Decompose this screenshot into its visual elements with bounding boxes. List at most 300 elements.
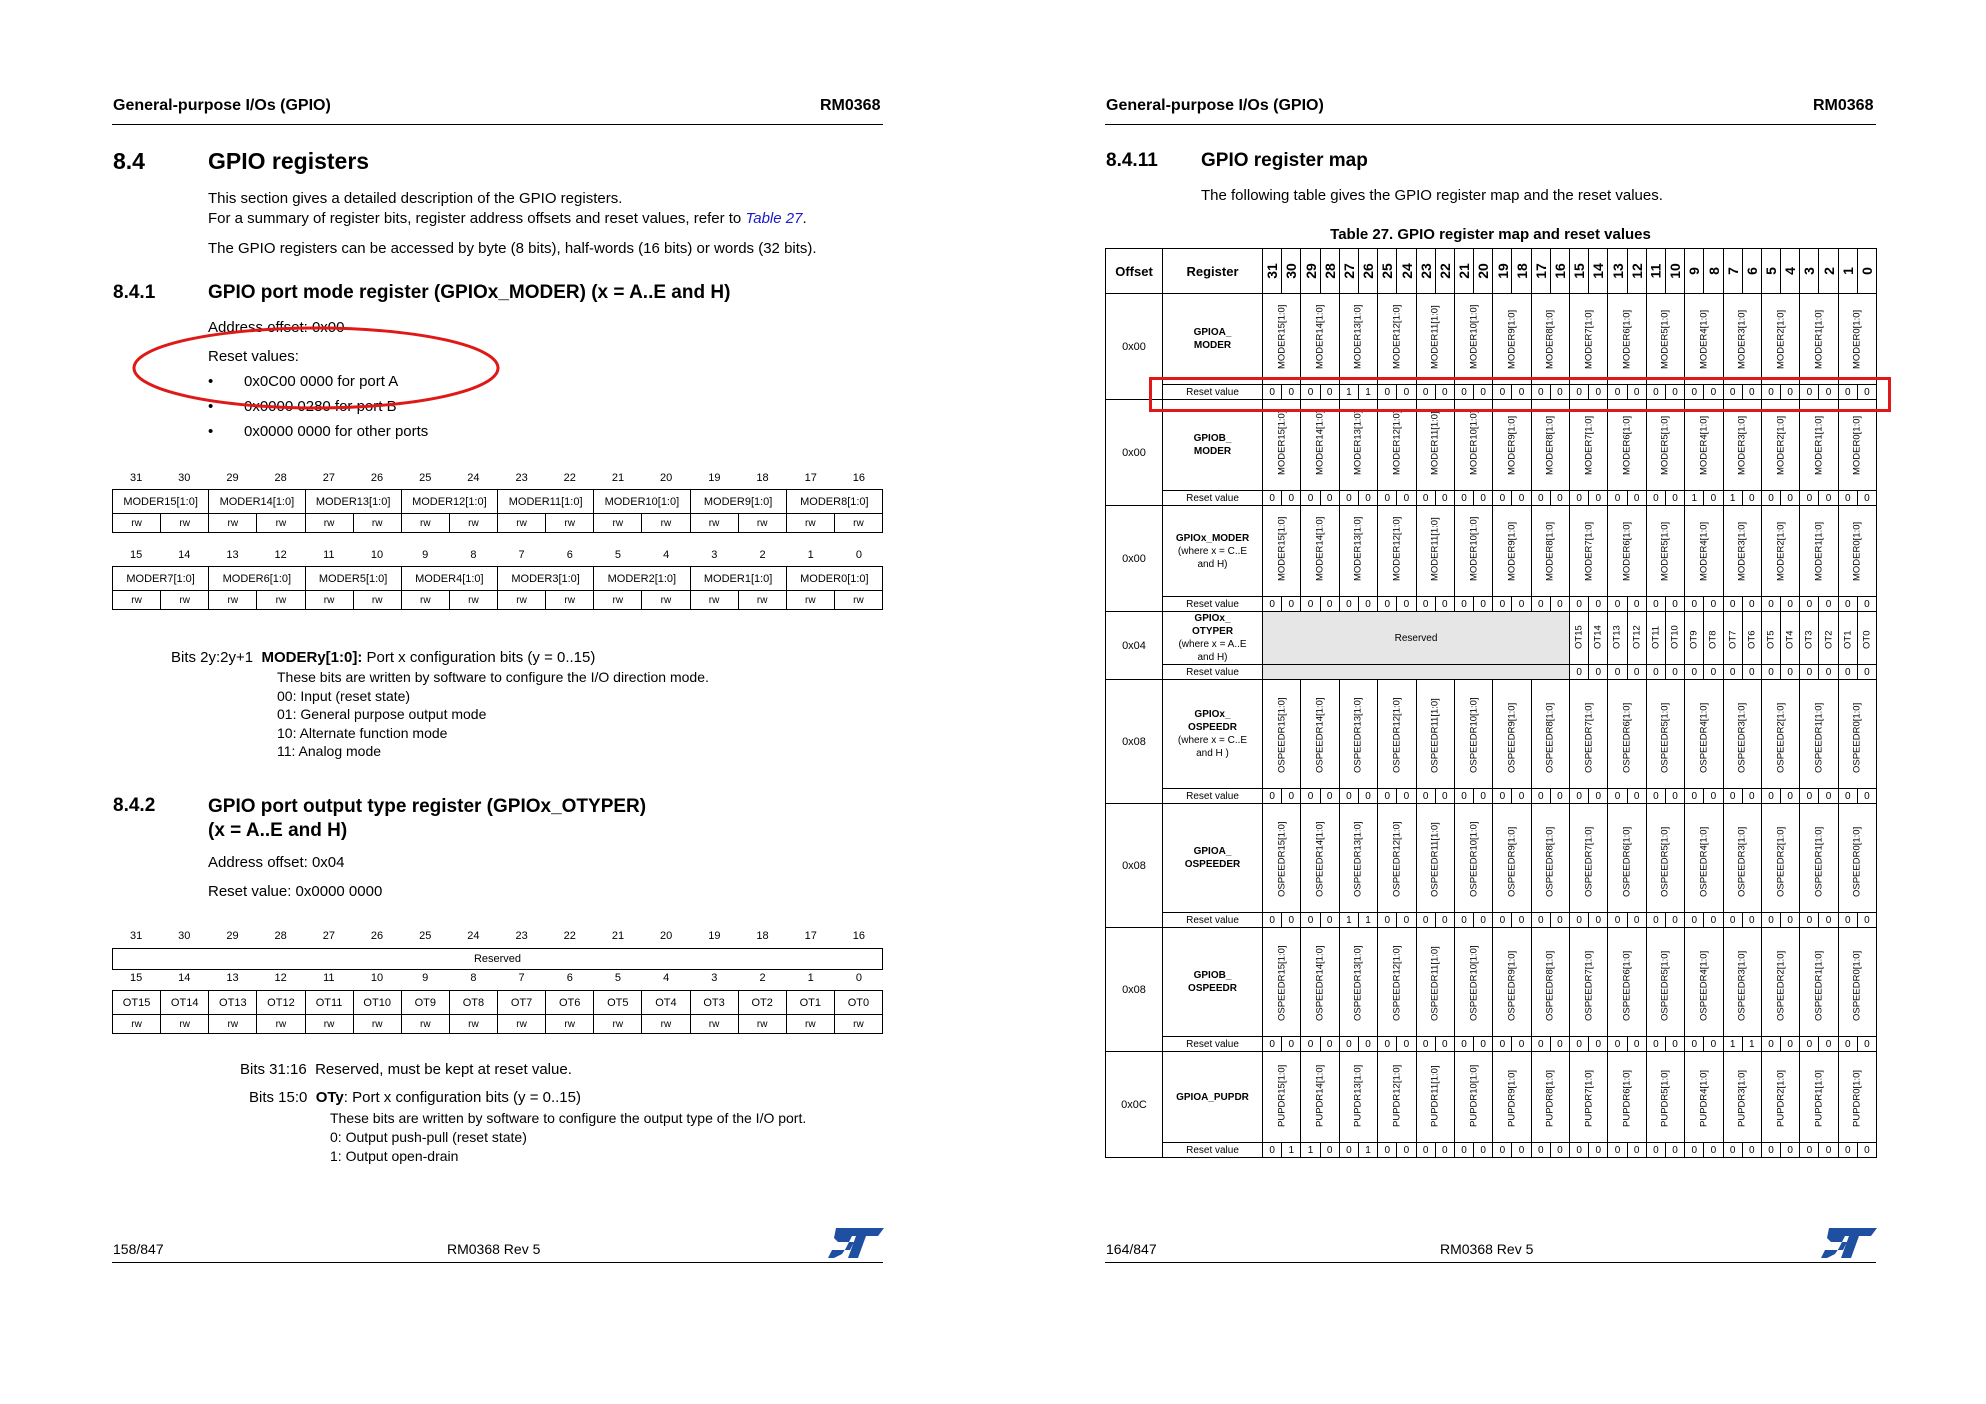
reset-bit: 0 (1646, 1037, 1665, 1052)
reset-bit: 0 (1474, 789, 1493, 804)
reset-bit: 0 (1685, 1037, 1704, 1052)
bit-number: 17 (804, 472, 817, 484)
reset-bit: 0 (1627, 913, 1646, 928)
register-name (1163, 400, 1263, 491)
register-field (1339, 804, 1377, 913)
reset-bit: 0 (1589, 1037, 1608, 1052)
otyper-bits2-description (249, 1088, 581, 1108)
reset-bit: 0 (1378, 789, 1397, 804)
bit-column-label: 8 (1705, 267, 1722, 275)
reset-bit: 1 (1301, 1143, 1320, 1158)
register-field-label: OT0 (1861, 630, 1873, 649)
register-field (1570, 804, 1608, 913)
register-field (1531, 294, 1569, 385)
register-field (1608, 294, 1646, 385)
otyper-desc-line: These bits are written by software to configure the output type of the I/O port. (330, 1110, 807, 1126)
register-field (1339, 506, 1377, 597)
register-field (1531, 506, 1569, 597)
moder-bits-desc: Port x configuration bits (y = 0..15) (362, 649, 596, 666)
register-field-label: OSPEEDR15[1:0] (1276, 697, 1288, 773)
register-field-label: MODER15[1:0] (1276, 516, 1288, 581)
register-field-label: MODER3[1:0] (1736, 415, 1748, 475)
bit-number: 10 (370, 549, 384, 561)
register-field-label: OSPEEDR10[1:0] (1468, 945, 1480, 1021)
bit-column-label: 2 (1820, 267, 1837, 275)
bit-column-header (1646, 249, 1665, 294)
intro-line-3: The GPIO registers can be accessed by byte (8 bits), half-words (16 bits) or words (32 bits). (208, 240, 817, 257)
reset-value-row (1106, 665, 1877, 680)
register-field (1454, 680, 1492, 789)
reset-bit: 0 (1550, 385, 1569, 400)
register-field (1685, 506, 1723, 597)
reset-bit: 0 (1301, 1037, 1320, 1052)
register-field: OT7 (498, 991, 546, 1015)
bit-number: 6 (566, 549, 573, 561)
reset-bit: 0 (1301, 491, 1320, 506)
register-name-text: GPIOA_ OSPEEDER (1184, 846, 1241, 870)
access-type: rw (113, 514, 161, 533)
register-field-label: MODER15[1:0] (1276, 410, 1288, 475)
reset-bit: 0 (1320, 789, 1339, 804)
reset-bit: 0 (1493, 1037, 1512, 1052)
bullet: • (208, 373, 214, 390)
access-type: rw (305, 514, 353, 533)
register-field (1608, 506, 1646, 597)
register-field (1723, 804, 1761, 913)
reset-bit: 0 (1742, 1143, 1761, 1158)
reset-bit: 0 (1550, 913, 1569, 928)
register-field-label: OSPEEDR10[1:0] (1468, 821, 1480, 897)
register-field-label: PUPDR0[1:0] (1851, 1069, 1863, 1127)
bullet: • (208, 423, 214, 440)
register-field: OT4 (642, 991, 690, 1015)
reset-bit: 0 (1454, 789, 1473, 804)
reset-bit: 0 (1263, 1037, 1282, 1052)
access-type: rw (786, 1015, 834, 1034)
register-field (1646, 1052, 1684, 1143)
register-field-label: PUPDR12[1:0] (1391, 1064, 1403, 1127)
bit-column-header (1512, 249, 1531, 294)
register-field (1608, 928, 1646, 1037)
register-field (1800, 1052, 1838, 1143)
reset-bit: 0 (1665, 1143, 1684, 1158)
register-field-label: MODER13[1:0] (1352, 516, 1364, 581)
reset-bit: 0 (1378, 1143, 1397, 1158)
reset-bit: 0 (1704, 1143, 1723, 1158)
bit-number: 2 (759, 549, 766, 561)
reset-bit: 0 (1781, 789, 1800, 804)
reset-bit: 0 (1435, 1143, 1454, 1158)
register-field: OT8 (449, 991, 497, 1015)
register-field-label: MODER5[1:0] (1659, 415, 1671, 475)
bit-column-label: 4 (1782, 267, 1799, 275)
register-field-label: PUPDR13[1:0] (1352, 1064, 1364, 1127)
reset-bit: 0 (1358, 597, 1377, 612)
bit-column-label: 9 (1686, 267, 1703, 275)
st-logo-icon (1821, 1228, 1877, 1258)
access-type: rw (642, 591, 690, 610)
register-row (1106, 928, 1877, 1037)
register-field-label: MODER10[1:0] (1468, 516, 1480, 581)
register-field-label: OSPEEDR3[1:0] (1736, 826, 1748, 897)
register-name-text: GPIOB_ OSPEEDR (1188, 970, 1237, 994)
reset-bit: 0 (1704, 597, 1723, 612)
register-field-label: PUPDR4[1:0] (1698, 1069, 1710, 1127)
register-field: MODER11[1:0] (498, 490, 594, 514)
register-field (1646, 294, 1684, 385)
register-field-label: PUPDR1[1:0] (1813, 1069, 1825, 1127)
access-type: rw (449, 591, 497, 610)
register-field (1646, 400, 1684, 491)
reset-bit: 0 (1781, 1037, 1800, 1052)
access-type: rw (594, 1015, 642, 1034)
otyper-address-offset: Address offset: 0x04 (208, 854, 345, 871)
register-field (1531, 400, 1569, 491)
register-field (1608, 1052, 1646, 1143)
register-field (1454, 400, 1492, 491)
reset-bit: 0 (1857, 385, 1876, 400)
register-field-label: OSPEEDR0[1:0] (1851, 950, 1863, 1021)
bit-number: 25 (419, 930, 432, 942)
reset-bit: 0 (1608, 1037, 1627, 1052)
bit-number: 15 (129, 972, 143, 984)
reset-bit: 0 (1397, 385, 1416, 400)
bit-number: 3 (711, 549, 718, 561)
bit-column-header (1685, 249, 1704, 294)
bit-number: 28 (274, 930, 287, 942)
reset-bit: 0 (1474, 913, 1493, 928)
bit-column-label: 24 (1398, 263, 1415, 279)
bit-column-label: 1 (1839, 267, 1856, 275)
bit-number: 18 (756, 472, 769, 484)
reset-bit: 0 (1339, 491, 1358, 506)
access-row (113, 1015, 883, 1034)
moder-reset-item-text: 0x0C00 0000 for port A (244, 373, 399, 390)
register-offset: 0x00 (1106, 294, 1163, 400)
reset-bit: 0 (1416, 1037, 1435, 1052)
register-field-label: OSPEEDR7[1:0] (1583, 950, 1595, 1021)
reset-bit: 0 (1550, 1037, 1569, 1052)
register-offset: 0x08 (1106, 680, 1163, 804)
reset-bit: 0 (1416, 597, 1435, 612)
register-name (1163, 294, 1263, 385)
reset-bit: 0 (1454, 597, 1473, 612)
bit-column-label: 16 (1551, 263, 1568, 279)
reset-bit: 0 (1589, 1143, 1608, 1158)
register-field (1723, 294, 1761, 385)
bit-number: 21 (611, 472, 625, 484)
reset-bit: 0 (1282, 597, 1301, 612)
bit-number: 22 (563, 472, 576, 484)
register-column-header: Register (1163, 249, 1263, 294)
register-field-label: MODER14[1:0] (1314, 516, 1326, 581)
register-field: OT15 (113, 991, 161, 1015)
register-field (1301, 680, 1339, 789)
bit-number: 11 (323, 972, 335, 984)
register-field-label: OT11 (1650, 625, 1662, 649)
register-field-label: OSPEEDR9[1:0] (1506, 950, 1518, 1021)
reset-bit: 0 (1570, 1037, 1589, 1052)
reset-bit: 0 (1608, 597, 1627, 612)
register-field-label: OT12 (1631, 625, 1643, 649)
reset-bit: 0 (1819, 597, 1838, 612)
register-field (1570, 680, 1608, 789)
register-field (1685, 928, 1723, 1037)
register-field (1608, 400, 1646, 491)
bit-number: 19 (708, 472, 721, 484)
access-type: rw (257, 591, 305, 610)
reset-bit: 0 (1838, 1143, 1857, 1158)
reset-bit: 0 (1550, 491, 1569, 506)
header-title: General-purpose I/Os (GPIO) (1106, 97, 1324, 114)
table-27-link[interactable]: Table 27 (745, 210, 803, 227)
reset-bit: 0 (1358, 491, 1377, 506)
register-name (1163, 680, 1263, 789)
subsection-841-number: 8.4.1 (113, 282, 156, 303)
register-field (1723, 506, 1761, 597)
access-type: rw (257, 1015, 305, 1034)
reset-bit: 0 (1704, 665, 1723, 680)
reset-bit: 0 (1263, 491, 1282, 506)
register-field-label: MODER11[1:0] (1429, 411, 1441, 475)
register-field (1800, 804, 1838, 913)
register-field-label: OT4 (1784, 630, 1796, 649)
bit-number: 12 (274, 549, 287, 561)
register-field: OT14 (161, 991, 209, 1015)
register-field-label: OSPEEDR7[1:0] (1583, 826, 1595, 897)
bit-number: 7 (518, 972, 525, 984)
register-field-label: OT2 (1823, 630, 1835, 649)
access-type: rw (498, 514, 546, 533)
register-field-label: PUPDR11[1:0] (1429, 1065, 1441, 1127)
register-field (1761, 804, 1799, 913)
reset-bit: 0 (1263, 913, 1282, 928)
register-offset: 0x08 (1106, 928, 1163, 1052)
register-field (1819, 612, 1838, 665)
bit-number: 16 (852, 472, 866, 484)
register-field-label: OSPEEDR2[1:0] (1775, 826, 1787, 897)
register-field-label: OSPEEDR15[1:0] (1276, 821, 1288, 897)
register-field-label: OSPEEDR0[1:0] (1851, 826, 1863, 897)
reset-bit: 0 (1358, 1037, 1377, 1052)
bit-number: 4 (663, 972, 670, 984)
bit-column-label: 3 (1801, 267, 1818, 275)
register-field-label: MODER5[1:0] (1659, 521, 1671, 581)
bit-number: 20 (660, 472, 673, 484)
register-field: MODER15[1:0] (113, 490, 209, 514)
register-field (1301, 400, 1339, 491)
register-field-label: MODER3[1:0] (1736, 309, 1748, 369)
register-field: MODER12[1:0] (401, 490, 497, 514)
register-field-label: PUPDR15[1:0] (1276, 1064, 1288, 1127)
register-field-label: OSPEEDR14[1:0] (1314, 697, 1326, 773)
access-type: rw (209, 591, 257, 610)
access-type: rw (161, 514, 209, 533)
register-field-label: PUPDR14[1:0] (1314, 1064, 1326, 1127)
reset-bit: 0 (1665, 597, 1684, 612)
register-field-label: OSPEEDR6[1:0] (1621, 950, 1633, 1021)
reset-bit: 0 (1761, 913, 1780, 928)
register-field-label: MODER5[1:0] (1659, 309, 1671, 369)
register-field (1301, 506, 1339, 597)
bit-column-header (1531, 249, 1550, 294)
register-field-label: MODER9[1:0] (1506, 521, 1518, 581)
reset-bit: 0 (1301, 597, 1320, 612)
register-field-label: MODER0[1:0] (1851, 415, 1863, 475)
reset-bit: 0 (1282, 385, 1301, 400)
access-type: rw (834, 591, 882, 610)
bit-column-header (1665, 249, 1684, 294)
reset-bit: 0 (1627, 1037, 1646, 1052)
register-field: MODER3[1:0] (498, 567, 594, 591)
register-field (1570, 612, 1589, 665)
register-field (1454, 294, 1492, 385)
register-field: OT13 (209, 991, 257, 1015)
reset-bit: 0 (1800, 665, 1819, 680)
access-type: rw (690, 1015, 738, 1034)
register-field-label: MODER7[1:0] (1583, 309, 1595, 369)
bit-column-header (1301, 249, 1320, 294)
register-field (1416, 506, 1454, 597)
reset-bit: 0 (1474, 597, 1493, 612)
footer-rule (1105, 1262, 1876, 1263)
subsection-842-title (208, 795, 646, 843)
access-type: rw (161, 591, 209, 610)
access-type: rw (834, 514, 882, 533)
reset-bit: 0 (1800, 1037, 1819, 1052)
reset-bit: 0 (1646, 1143, 1665, 1158)
reset-bit: 0 (1282, 1037, 1301, 1052)
register-field (1685, 804, 1723, 913)
bit-column-header (1339, 249, 1358, 294)
reset-bit: 0 (1282, 913, 1301, 928)
subsection-8411-number: 8.4.11 (1106, 150, 1158, 171)
register-field-label: MODER8[1:0] (1544, 415, 1556, 475)
register-field (1800, 400, 1838, 491)
register-field-label: MODER6[1:0] (1621, 415, 1633, 475)
bit-number: 18 (756, 930, 769, 942)
footer-doc-rev: RM0368 Rev 5 (447, 1241, 541, 1257)
reset-bit: 0 (1416, 789, 1435, 804)
register-row (1106, 400, 1877, 491)
register-field: OT2 (738, 991, 786, 1015)
register-field (1761, 400, 1799, 491)
register-field (1800, 612, 1819, 665)
register-field-label: PUPDR7[1:0] (1583, 1069, 1595, 1127)
access-type: rw (305, 591, 353, 610)
bit-number: 23 (515, 472, 528, 484)
reset-bit: 0 (1339, 1143, 1358, 1158)
register-field-label: MODER1[1:0] (1813, 415, 1825, 475)
register-field (1339, 928, 1377, 1037)
register-field (1454, 1052, 1492, 1143)
bit-number: 29 (226, 472, 239, 484)
reset-bit: 1 (1339, 385, 1358, 400)
register-field (1723, 928, 1761, 1037)
reset-bit: 0 (1454, 1143, 1473, 1158)
register-field-label: MODER13[1:0] (1352, 410, 1364, 475)
reset-value-row (1106, 789, 1877, 804)
register-field-label: OT13 (1611, 625, 1623, 649)
reset-bit: 0 (1454, 913, 1473, 928)
otyper-low-register-table (112, 990, 883, 1034)
reset-bit: 0 (1301, 385, 1320, 400)
otyper-reserved-row (113, 949, 883, 970)
register-field (1416, 804, 1454, 913)
header-rule (1105, 124, 1876, 125)
reset-bit: 0 (1781, 385, 1800, 400)
register-field-label: OSPEEDR14[1:0] (1314, 945, 1326, 1021)
register-field-label: OSPEEDR11[1:0] (1429, 698, 1441, 773)
register-field (1339, 1052, 1377, 1143)
register-field (1339, 680, 1377, 789)
bit-number: 26 (370, 472, 384, 484)
register-name-text: GPIOB_ MODER (1193, 433, 1232, 457)
reset-bit: 0 (1493, 913, 1512, 928)
reset-bit: 0 (1838, 1037, 1857, 1052)
reset-bit: 0 (1761, 597, 1780, 612)
bit-column-header (1282, 249, 1301, 294)
bit-column-header (1435, 249, 1454, 294)
reset-bit: 0 (1608, 913, 1627, 928)
register-field (1263, 804, 1301, 913)
register-field-label: OSPEEDR6[1:0] (1621, 702, 1633, 773)
register-field-label: OSPEEDR1[1:0] (1813, 702, 1825, 773)
access-type: rw (257, 514, 305, 533)
register-field (1646, 612, 1665, 665)
register-field (1493, 680, 1531, 789)
register-field-label: OSPEEDR4[1:0] (1698, 702, 1710, 773)
bit-column-label: 7 (1724, 267, 1741, 275)
reset-bit: 0 (1646, 597, 1665, 612)
register-field-label: OSPEEDR1[1:0] (1813, 826, 1825, 897)
subsection-8411-title: GPIO register map (1201, 150, 1368, 171)
reset-bit: 0 (1761, 1143, 1780, 1158)
reset-bit: 0 (1838, 789, 1857, 804)
reset-bit: 0 (1397, 1143, 1416, 1158)
reset-bit: 0 (1857, 491, 1876, 506)
bit-number: 0 (855, 549, 862, 561)
register-field-label: MODER15[1:0] (1276, 304, 1288, 369)
bit-number: 10 (370, 972, 384, 984)
reset-bit: 0 (1339, 1037, 1358, 1052)
reset-value-row (1106, 913, 1877, 928)
register-field (1608, 612, 1627, 665)
reset-value-row (1106, 1143, 1877, 1158)
register-field (1761, 506, 1799, 597)
bit-column-label: 22 (1436, 263, 1453, 279)
access-type: rw (786, 514, 834, 533)
reset-bit: 0 (1454, 491, 1473, 506)
access-type: rw (209, 1015, 257, 1034)
access-type: rw (113, 591, 161, 610)
access-type: rw (449, 1015, 497, 1034)
register-row (1106, 804, 1877, 913)
bit-number: 5 (614, 549, 622, 561)
offset-column-header: Offset (1106, 249, 1163, 294)
bit-column-header (1378, 249, 1397, 294)
access-type: rw (305, 1015, 353, 1034)
register-field (1838, 804, 1876, 913)
register-field-label: OT14 (1592, 625, 1604, 649)
reset-bit: 0 (1838, 385, 1857, 400)
bit-column-header (1723, 249, 1742, 294)
bit-column-header (1550, 249, 1569, 294)
bit-number: 8 (470, 549, 477, 561)
reset-bit: 0 (1339, 789, 1358, 804)
reset-bit: 0 (1800, 491, 1819, 506)
moder-reset-item-text: 0x0000 0000 for other ports (244, 423, 429, 440)
